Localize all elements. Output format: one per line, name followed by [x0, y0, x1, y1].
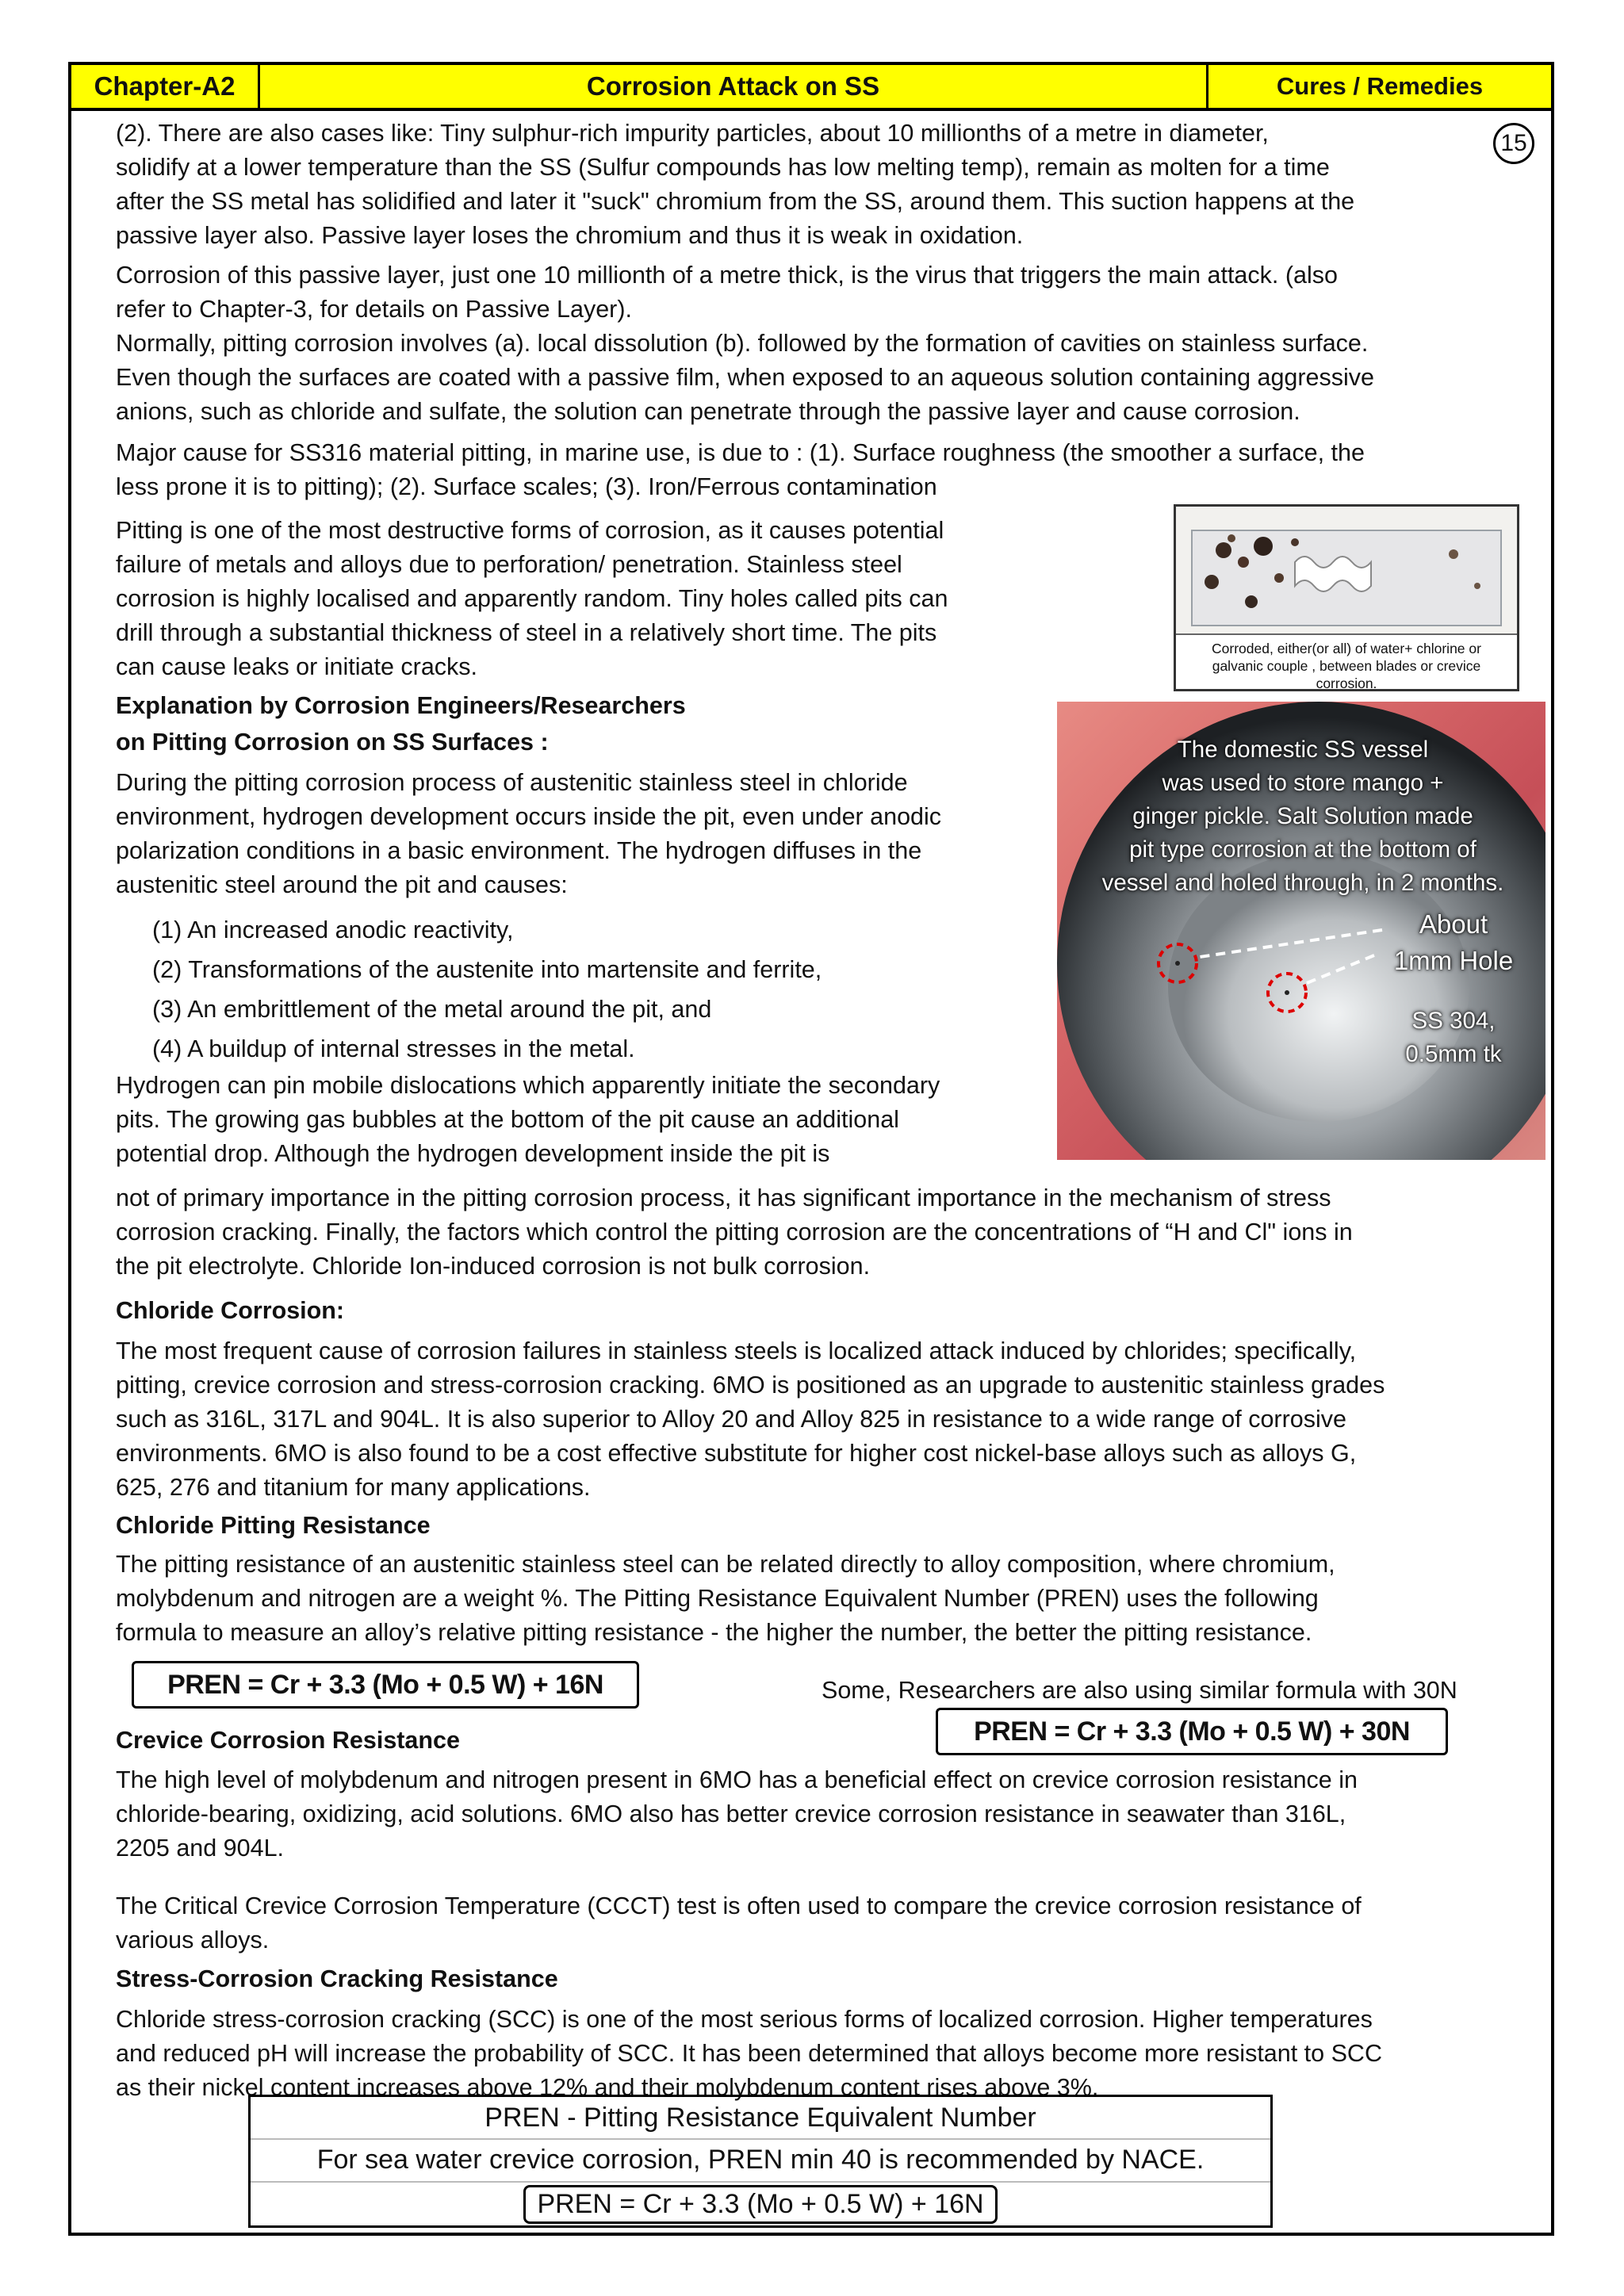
para-line: anions, such as chloride and sulfate, the solution can penetrate through the passive layer and cause corrosion. — [116, 398, 1300, 425]
para-line: molybdenum and nitrogen are a weight %. The Pitting Resistance Equivalent Number (PREN) uses the following — [116, 1585, 1319, 1612]
para-line: (2). There are also cases like: Tiny sulphur-rich impurity particles, about 10 millionths of a metre in diameter, — [116, 120, 1269, 147]
para-line: During the pitting corrosion process of austenitic stainless steel in chloride — [116, 769, 908, 796]
para-line: refer to Chapter-3, for details on Passive Layer). — [116, 296, 632, 323]
material-label-line: SS 304, — [1411, 1008, 1496, 1034]
para-line: various alloys. — [116, 1927, 270, 1954]
table-row: PREN - Pitting Resistance Equivalent Number — [251, 2097, 1270, 2140]
para-line: as their nickel content increases above 12% and their molybdenum content rises above 3%. — [116, 2074, 1099, 2101]
para-line: not of primary importance in the pitting corrosion process, it has significant importance in the mechanism of stress — [116, 1184, 1331, 1211]
para-line: The most frequent cause of corrosion failures in stainless steels is localized attack induced by chlorides; specifically, — [116, 1337, 1357, 1364]
list-item: (1) An increased anodic reactivity, — [152, 916, 514, 943]
para-line: potential drop. Although the hydrogen development inside the pit is — [116, 1140, 830, 1167]
section-label: Cures / Remedies — [1276, 72, 1484, 100]
table-row — [251, 2181, 1270, 2227]
material-label — [1382, 1004, 1525, 1071]
para-line: Hydrogen can pin mobile dislocations which apparently initiate the secondary — [116, 1072, 940, 1099]
section-heading: on Pitting Corrosion on SS Surfaces : — [116, 729, 549, 756]
para-line: Normally, pitting corrosion involves (a). local dissolution (b). followed by the formation of cavities on stainless surface. — [116, 330, 1369, 357]
section-heading: Chloride Pitting Resistance — [116, 1512, 431, 1539]
para-line: such as 316L, 317L and 904L. It is also superior to Alloy 20 and Alloy 825 in resistance to a wide range of corrosive — [116, 1406, 1346, 1433]
para-line: and reduced pH will increase the probability of SCC. It has been determined that alloys become more resistant to SCC — [116, 2040, 1382, 2067]
vessel-caption-line: ginger pickle. Salt Solution made — [1132, 803, 1473, 829]
para-line: corrosion is highly localised and apparently random. Tiny holes called pits can — [116, 585, 948, 612]
vessel-caption-line: The domestic SS vessel — [1177, 737, 1429, 763]
para-line: polarization conditions in a basic environment. The hydrogen diffuses in the — [116, 837, 922, 864]
para-line: 2205 and 904L. — [116, 1835, 285, 1862]
para-line: can cause leaks or initiate cracks. — [116, 653, 478, 680]
para-line: pitting, crevice corrosion and stress-corrosion cracking. 6MO is positioned as an upgrade to austenitic stainless grades — [116, 1372, 1385, 1399]
para-line: Even though the surfaces are coated with a passive film, when exposed to an aqueous solution containing aggressive — [116, 364, 1374, 391]
para-line: environments. 6MO is also found to be a cost effective substitute for higher cost nickel-base alloys such as alloys G, — [116, 1440, 1357, 1467]
para-line: passive layer also. Passive layer loses the chromium and thus it is weak in oxidation. — [116, 222, 1024, 249]
list-item: (4) A buildup of internal stresses in the metal. — [152, 1035, 635, 1062]
para-line: austenitic steel around the pit and causes: — [116, 871, 568, 898]
para-line: 625, 276 and titanium for many applications. — [116, 1474, 591, 1501]
razor-blade-photo — [1174, 504, 1519, 691]
section-heading: Crevice Corrosion Resistance — [116, 1727, 460, 1754]
vessel-caption — [1089, 733, 1517, 900]
hole-label-line: 1mm Hole — [1393, 946, 1514, 975]
corroded-vessel-photo — [1057, 702, 1545, 1160]
para-line: pits. The growing gas bubbles at the bottom of the pit cause an additional — [116, 1106, 899, 1133]
razor-blade-illustration — [1176, 507, 1517, 633]
razor-caption-line: corrosion. — [1316, 675, 1377, 691]
pren-formula-30n: PREN = Cr + 3.3 (Mo + 0.5 W) + 30N — [936, 1708, 1448, 1755]
section-heading: Chloride Corrosion: — [116, 1297, 345, 1324]
razor-caption-line: galvanic couple , between blades or crevice — [1212, 658, 1481, 674]
chapter-label: Chapter-A2 — [71, 65, 260, 108]
para-line: The pitting resistance of an austenitic stainless steel can be related directly to alloy composition, where chromium, — [116, 1551, 1335, 1578]
para-line: corrosion cracking. Finally, the factors which control the pitting corrosion are the concentrations of “H and Cl" ions in — [116, 1219, 1353, 1246]
para-line: less prone it is to pitting); (2). Surface scales; (3). Iron/Ferrous contamination — [116, 473, 937, 500]
para-line: after the SS metal has solidified and later it "suck" chromium from the SS, around them. This suction happens at the — [116, 188, 1355, 215]
para-line: The Critical Crevice Corrosion Temperature (CCCT) test is often used to compare the crevice corrosion resistance of — [116, 1892, 1362, 1919]
hole-label-line: About — [1419, 909, 1488, 939]
list-item: (2) Transformations of the austenite into martensite and ferrite, — [152, 956, 822, 983]
razor-caption-line: Corroded, either(or all) of water+ chlorine or — [1212, 641, 1481, 656]
pren-formula-box: PREN = Cr + 3.3 (Mo + 0.5 W) + 16N — [523, 2185, 997, 2224]
para-line: Pitting is one of the most destructive forms of corrosion, as it causes potential — [116, 517, 944, 544]
para-line: drill through a substantial thickness of steel in a relatively short time. The pits — [116, 619, 937, 646]
list-item: (3) An embrittlement of the metal around the pit, and — [152, 996, 712, 1023]
razor-caption — [1176, 633, 1517, 689]
pren-summary-table — [248, 2095, 1273, 2228]
vessel-caption-line: pit type corrosion at the bottom of — [1129, 836, 1477, 863]
pren-formula-16n: PREN = Cr + 3.3 (Mo + 0.5 W) + 16N — [132, 1661, 639, 1709]
para-line: the pit electrolyte. Chloride Ion-induced corrosion is not bulk corrosion. — [116, 1253, 871, 1280]
para-line: Chloride stress-corrosion cracking (SCC) is one of the most serious forms of localized corrosion. Higher temperatures — [116, 2006, 1373, 2033]
para-line: The high level of molybdenum and nitrogen present in 6MO has a beneficial effect on crevice corrosion resistance in — [116, 1766, 1358, 1793]
para-line: Major cause for SS316 material pitting, in marine use, is due to : (1). Surface roughness (the smoother a surface, the — [116, 439, 1365, 466]
material-label-line: 0.5mm tk — [1405, 1041, 1502, 1067]
hole-size-label — [1374, 906, 1533, 979]
para-line: environment, hydrogen development occurs inside the pit, even under anodic — [116, 803, 942, 830]
note-30n: Some, Researchers are also using similar formula with 30N — [822, 1677, 1457, 1704]
section-heading: Stress-Corrosion Cracking Resistance — [116, 1965, 558, 1992]
para-line: failure of metals and alloys due to perforation/ penetration. Stainless steel — [116, 551, 902, 578]
para-line: formula to measure an alloy’s relative pitting resistance - the higher the number, the better the pitting resistance. — [116, 1619, 1312, 1646]
page-number: 15 — [1493, 123, 1534, 164]
vessel-caption-line: was used to store mango + — [1162, 770, 1444, 796]
para-line: chloride-bearing, oxidizing, acid solutions. 6MO also has better crevice corrosion resistance in seawater than 316L, — [116, 1800, 1346, 1827]
vessel-caption-line: vessel and holed through, in 2 months. — [1101, 870, 1504, 896]
para-line: solidify at a lower temperature than the SS (Sulfur compounds has low melting temp), remain as molten for a time — [116, 154, 1330, 181]
section-heading: Explanation by Corrosion Engineers/Researchers — [116, 692, 686, 719]
para-line: Corrosion of this passive layer, just one 10 millionth of a metre thick, is the virus that triggers the main attack. (also — [116, 262, 1338, 289]
table-row: For sea water crevice corrosion, PREN min 40 is recommended by NACE. — [251, 2138, 1270, 2183]
page-title: Corrosion Attack on SS — [260, 65, 1208, 108]
